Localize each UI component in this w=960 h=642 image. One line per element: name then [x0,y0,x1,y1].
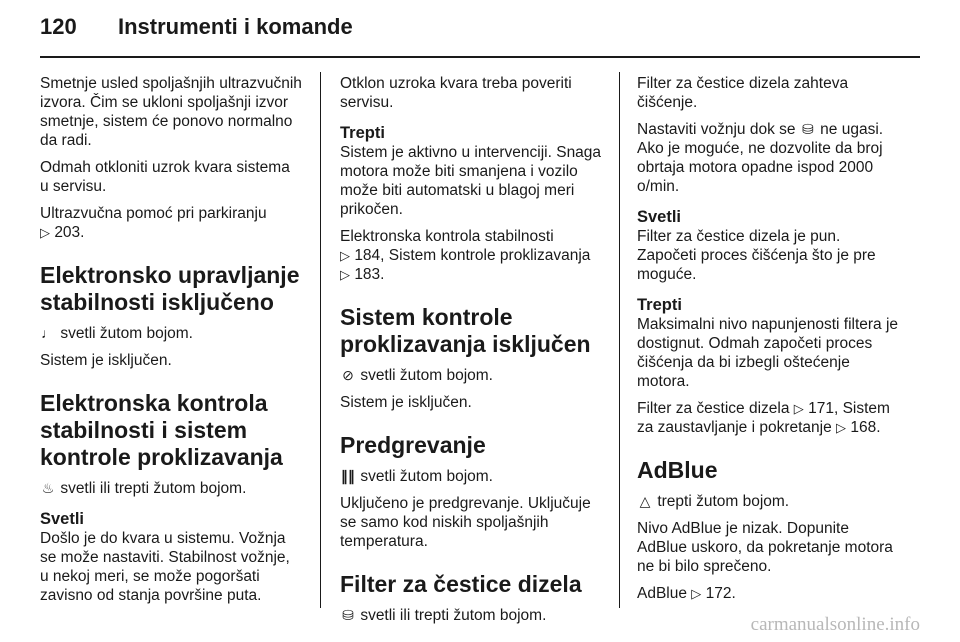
paragraph: Odmah otkloniti uzrok kvara sistema u servisu. [40,159,290,195]
column-3 [637,74,899,611]
watermark: carmanualsonline.info [750,614,920,635]
header-rule [40,56,920,58]
preheat-coil-icon: ∥∥ [341,468,355,484]
reference-arrow-icon[interactable]: ▷ [340,248,350,263]
reference-arrow-icon[interactable]: ▷ [793,401,804,416]
page-ref[interactable]: 203. [54,224,85,241]
esc-off-icon: ♩ [41,325,55,341]
ref-text: Filter za čestice dizela [637,400,790,417]
paragraph: Sistem je isključen. [340,394,472,411]
text: ne ugasi. Ako je moguće, ne dozvolite da broj obrtaja motora opadne ispod 2000 o/min. [637,121,884,195]
page-ref[interactable]: 168. [850,419,881,436]
paragraph [40,204,302,242]
paragraph: Nivo AdBlue je nizak. Dopunite AdBlue uskoro, da pokretanje motora ne bi bilo sprečeno. [637,520,893,575]
heading-dpf: Filter za čestice dizela [340,571,582,597]
paragraph [340,467,602,486]
page-ref[interactable]: 184, Sistem kontrole proklizavanja [354,247,591,264]
subheading-svetli: Svetli [40,510,85,528]
paragraph: Filter za čestice dizela je pun. Započeti proces čišćenja što je pre moguće. [637,228,876,283]
subheading-svetli: Svetli [637,208,682,226]
heading-preheat: Predgrevanje [340,432,486,458]
indicator-text: svetli ili trepti žutom bojom. [360,607,547,624]
traction-off-icon: ⊘ [342,367,354,383]
paragraph [40,324,302,343]
column-1 [40,74,302,613]
esc-icon: ♨ [41,480,55,496]
paragraph: Smetnje usled spoljašnjih ultrazvučnih izvora. Čim se ukloni spoljašnji izvor smetnje, sistem će ponovo normalno da radi. [40,75,302,149]
column-divider [320,72,321,608]
page-number: 120 [40,14,77,39]
paragraph: Sistem je isključen. [40,352,172,369]
heading-adblue: AdBlue [637,457,718,483]
diesel-particle-filter-icon: ⛁ [342,607,354,623]
reference-arrow-icon[interactable]: ▷ [836,420,847,435]
text: Nastaviti vožnju dok se [637,121,796,138]
reference-arrow-icon[interactable]: ▷ [40,225,50,240]
page-ref[interactable]: 172. [705,585,736,602]
diesel-particle-filter-icon: ⛁ [801,121,814,137]
paragraph: Otklon uzroka kvara treba poveriti servisu. [340,75,572,111]
paragraph [637,492,899,511]
paragraph: Uključeno je predgrevanje. Uključuje se samo kod niskih spoljašnjih temperatura. [340,495,591,550]
paragraph [340,366,602,385]
subheading-trepti: Trepti [340,124,385,142]
page-ref[interactable]: 171, Sistem za zaustavljanje i pokretanje [637,400,890,436]
indicator-text: svetli žutom bojom. [360,367,493,384]
column-2 [340,74,602,633]
paragraph [40,479,302,498]
heading-esc-off: Elektronsko upravljanje stabilnosti isključeno [40,262,300,315]
paragraph: Filter za čestice dizela zahteva čišćenje. [637,75,849,111]
indicator-text: svetli ili trepti žutom bojom. [60,480,247,497]
indicator-text: svetli žutom bojom. [360,468,493,485]
heading-tc-off: Sistem kontrole proklizavanja isključen [340,304,591,357]
ref-text: Elektronska kontrola stabilnosti [340,228,554,245]
heading-esc-tc: Elektronska kontrola stabilnosti i sistem kontrole proklizavanja [40,390,283,470]
indicator-text: trepti žutom bojom. [657,493,790,510]
paragraph [340,606,602,625]
reference-arrow-icon[interactable]: ▷ [340,267,350,282]
reference-arrow-icon[interactable]: ▷ [691,586,702,601]
paragraph: Sistem je aktivno u intervenciji. Snaga motora može biti smanjena i vozilo može biti automatski u blagoj meri prikočen. [340,144,602,218]
page-header [40,14,353,50]
page-ref[interactable]: 183. [354,266,385,283]
subheading-trepti: Trepti [637,296,682,314]
paragraph: Došlo je do kvara u sistemu. Vožnja se može nastaviti. Stabilnost vožnje, u nekoj meri, se može pogoršati zavisno od stanja površine puta. [40,530,290,604]
section-title: Instrumenti i komande [118,14,353,39]
ref-text: Ultrazvučna pomoć pri parkiranju [40,205,267,222]
paragraph [637,584,899,603]
ref-text: AdBlue [637,585,687,602]
paragraph [340,227,602,284]
paragraph [637,399,899,437]
paragraph [637,120,899,196]
column-divider [619,72,620,608]
indicator-text: svetli žutom bojom. [60,325,193,342]
adblue-icon: △ [639,493,651,509]
paragraph: Maksimalni nivo napunjenosti filtera je dostignut. Odmah započeti proces čišćenja da bi izbegli oštećenje motora. [637,316,899,390]
